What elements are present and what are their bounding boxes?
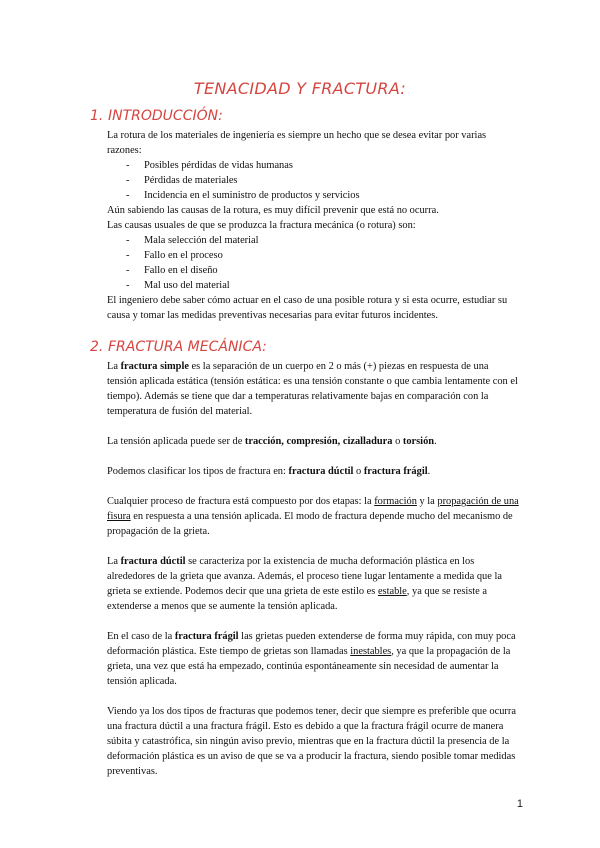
term-ductile-fracture: fractura dúctil — [288, 466, 354, 477]
term-simple-fracture: fractura simple — [120, 361, 189, 372]
term-torsion: torsión — [402, 436, 435, 447]
term-propagation: propagación de una fisura — [107, 496, 519, 522]
list-item: - Fallo en el proceso — [107, 248, 519, 263]
prevention-sentence: Aún sabiendo las causas de la rotura, es muy difícil prevenir que está no ocurra. — [107, 205, 439, 216]
reasons-list — [107, 158, 519, 203]
term-ductile-fracture: fractura dúctil — [120, 556, 186, 567]
list-item: - Mal uso del material — [107, 278, 519, 293]
section-2-number: 2. — [90, 339, 104, 355]
section-2-heading — [90, 339, 267, 355]
section-1-number: 1. — [90, 108, 104, 124]
causes-intro: Las causas usuales de que se produzca la fractura mecánica (o rotura) son: — [107, 220, 416, 231]
intro-paragraph: La rotura de los materiales de ingeniería es siempre un hecho que se desea evitar por varias razones: — [107, 130, 487, 156]
page-number: 1 — [516, 798, 523, 810]
term-unstable: inestables — [350, 646, 392, 657]
list-item: - Fallo en el diseño — [107, 263, 519, 278]
list-item: - Mala selección del material — [107, 233, 519, 248]
list-item: - Pérdidas de materiales — [107, 173, 519, 188]
term-stable: estable — [377, 586, 407, 597]
section-1-heading — [90, 108, 223, 124]
term-brittle-fracture: fractura frágil — [363, 466, 428, 477]
engineer-paragraph: El ingeniero debe saber cómo actuar en el caso de una posible rotura y si esta ocurre, estudiar su causa y tomar las medidas preventivas necesarias para evitar futuros incidentes. — [107, 295, 508, 321]
stages-paragraph: Cualquier proceso de fractura está compuesto por dos etapas: la formación y la propagación de una fisura en respuesta a una tensión aplicada. El modo de fractura depende mucho del mecanismo de propagación de la grieta. — [107, 496, 519, 537]
section-2-title: FRACTURA MECÁNICA: — [108, 339, 267, 355]
term-stress-types: tracción, compresión, cizalladura — [244, 436, 393, 447]
ductile-paragraph: La fractura dúctil se caracteriza por la existencia de mucha deformación plástica en los alrededores de la grieta que avanza. Además, el proceso tiene lugar lentamente a medida que la grieta se extiende. Podemos decir que una grieta de este estilo es estable, ya que se resiste a extenderse a menos que se aumente la tensión aplicada. — [107, 556, 502, 612]
stress-types-paragraph: La tensión aplicada puede ser de tracción, compresión, cizalladura o torsión. — [107, 436, 437, 447]
term-brittle-fracture: fractura frágil — [174, 631, 239, 642]
simple-fracture-paragraph: La fractura simple es la separación de un cuerpo en 2 o más (+) piezas en respuesta de una tensión aplicada estática (tensión estática: es una tensión constante o que cambia lentamente con el tiempo). Además se tiene que dar a temperaturas relativamente bajas en comparación con la temperatura de fusión del material. — [107, 361, 518, 417]
section-1-body — [107, 128, 519, 323]
document-title: TENACIDAD Y FRACTURA: — [193, 79, 407, 98]
preference-paragraph: Viendo ya los dos tipos de fracturas que podemos tener, decir que siempre es preferible que ocurra una fractura dúctil a una fractura frágil. Esto es debido a que la fractura frágil ocurre de manera súbita y catastrófica, sin ningún aviso previo, mientras que en la fractura dúctil la presencia de la deformación plástica es un aviso de que se va a producir la fractura, siendo posible tomar medidas preventivas. — [107, 706, 516, 777]
section-1-title: INTRODUCCIÓN: — [108, 108, 223, 124]
section-2-body — [107, 359, 519, 779]
term-formation: formación — [374, 496, 417, 507]
brittle-paragraph: En el caso de la fractura frágil las grietas pueden extenderse de forma muy rápida, con muy poca deformación plástica. Este tiempo de grietas son llamadas inestables, ya que la propagación de la grieta, una vez que está ha empezado, continúa espontáneamente sin necesidad de aumentar la tensión aplicada. — [107, 631, 516, 687]
classification-paragraph: Podemos clasificar los tipos de fractura en: fractura dúctil o fractura frágil. — [107, 466, 431, 477]
list-item: - Posibles pérdidas de vidas humanas — [107, 158, 519, 173]
causes-list — [107, 233, 519, 293]
list-item: - Incidencia en el suministro de productos y servicios — [107, 188, 519, 203]
